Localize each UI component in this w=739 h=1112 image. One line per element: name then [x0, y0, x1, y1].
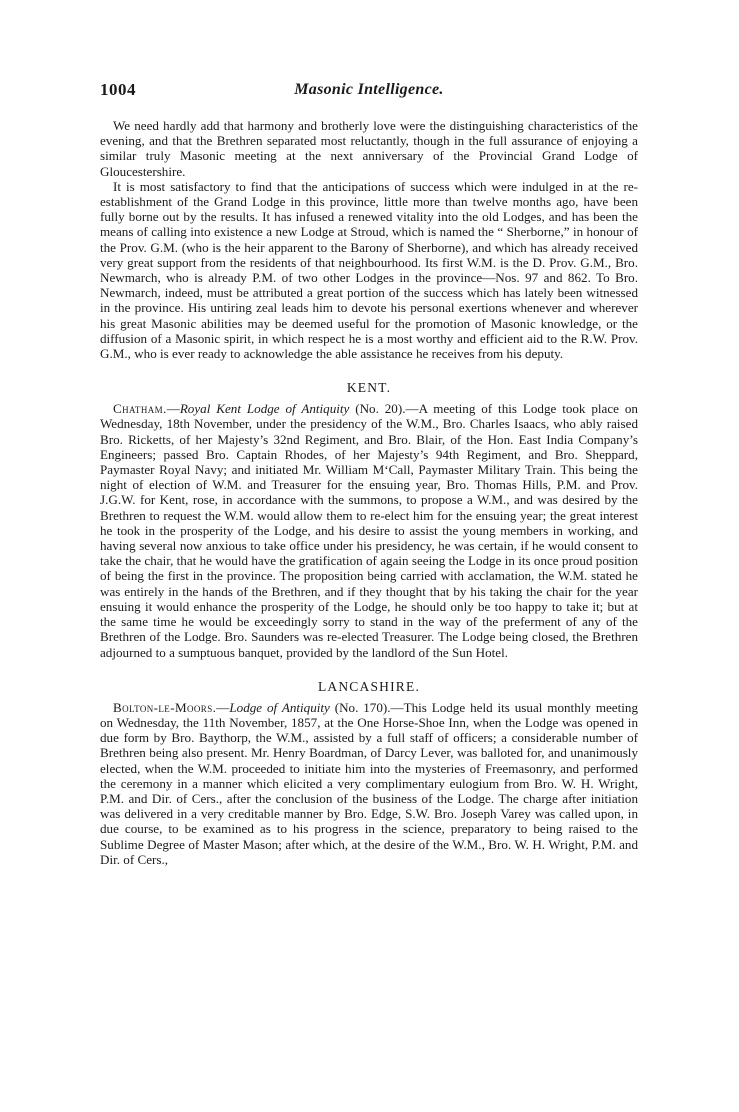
intro-paragraph-2: It is most satisfactory to find that the anticipations of success which were indulged in at the re-establishment of the Grand Lodge in this province, little more than twelve months ago, have been fully borne out by the results. It has infused a renewed vitality into the old Lodges, and has been the means of calling into existence a new Lodge at Stroud, which is named the “ Sherborne,” in honour of the Prov. G.M. (who is the heir apparent to the Barony of Sherborne), and which has already received very great support from the residents of that neighbourhood. Its first W.M. is the D. Prov. G.M., Bro. Newmarch, who is already P.M. of two other Lodges in the province—Nos. 97 and 862. To Bro. Newmarch, indeed, must be attributed a great portion of the success which has lately been witnessed in the province. His untiring zeal leads him to devote his personal exertions whenever and wherever his great Masonic abilities may be deemed useful for the promotion of Masonic knowledge, or the diffusion of a Masonic spirit, in which respect he is a most worthy and efficient aid to the R.W. Prov. G.M., who is ever ready to acknowledge the able assistance he receives from his deputy.: [100, 178, 638, 362]
running-header: [100, 80, 638, 102]
section-heading-kent: KENT.: [346, 380, 392, 396]
kent-report-body: (No. 20).—A meeting of this Lodge took place on Wednesday, 18th November, under the presidency of the W.M., Bro. Charles Isaacs, who ably raised Bro. Ricketts, of her Majesty’s 32nd Regiment, and Bro. Blair, of the Hon. East India Company’s Engineers; passed Bro. Captain Rhodes, of her Majesty’s 94th Regiment, and Bro. Sheppard, Paymaster Royal Navy; and initiated Mr. William M‘Call, Paymaster Military Train. This being the night of election of W.M. and Treasurer for the ensuing year, Bro. Thomas Hills, P.M. and Prov. J.G.W. for Kent, rose, in accordance with the summons, to propose a W.M., and was desired by the Brethren to request the W.M. would allow them to re-elect him for the ensuing year; the great interest he took in the prosperity of the Lodge, and his desire to assist the young members in working, and having several now anxious to take office under his presidency, he was certain, if he would consent to take the chair, that he would have the gratification of again seeing the Lodge in its once proud position of being the first in the province. The proposition being carried with acclamation, the W.M. stated he was entirely in the hands of the Brethren, and if they thought that by his taking the chair for the year ensuing it would enhance the prosperity of the Lodge, he should only be too happy to take it; but at the same time he would be exceedingly sorry to stand in the way of the preferment of any of the Brethren of the Lodge. Bro. Saunders was re-elected Treasurer. The Lodge being closed, the Brethren adjourned to a sumptuous banquet, provided by the landlord of the Sun Hotel.: [100, 401, 638, 660]
section-heading-lancashire: LANCASHIRE.: [317, 678, 421, 694]
running-title: Masonic Intelligence.: [294, 81, 444, 98]
lancashire-place-name: Bolton-le-Moors.: [113, 699, 217, 715]
kent-lodge-name: Royal Kent Lodge of Antiquity: [179, 401, 350, 417]
kent-place-name: Chatham.: [113, 401, 167, 417]
intro-paragraph-1: We need hardly add that harmony and brotherly love were the distinguishing characteristics of the evening, and that the Brethren separated most reluctantly, though in the full assurance of enjoying a similar truly Masonic meeting at the next anniversary of the Provincial Grand Lodge of Gloucestershire.: [100, 118, 638, 179]
book-page: [100, 80, 638, 867]
page-number: 1004: [100, 80, 136, 99]
lancashire-report-paragraph: [100, 700, 638, 867]
kent-report-paragraph: [100, 401, 638, 659]
lancashire-lodge-name: Lodge of Antiquity: [229, 699, 330, 715]
lancashire-report-body: (No. 170).—This Lodge held its usual monthly meeting on Wednesday, the 11th November, 1857, at the One Horse-Shoe Inn, when the Lodge was opened in due form by Bro. Baythorp, the W.M., assisted by a full staff of officers; a considerable number of Brethren being also present. Mr. Henry Boardman, of Darcy Lever, was balloted for, and unanimously elected, when the W.M. proceeded to initiate him into the mysteries of Freemasonry, and performed the ceremony in a manner which elicited a very complimentary eulogium from Bro. W. H. Wright, P.M. and Dir. of Cers., after the conclusion of the business of the Lodge. The charge after initiation was delivered in a very creditable manner by Bro. Edge, S.W. Bro. Joseph Varey was called upon, in due course, to be examined as to his progress in the science, preparatory to being raised to the Sublime Degree of Master Mason; after which, at the desire of the W.M., Bro. W. H. Wright, P.M. and Dir. of Cers.,: [100, 699, 638, 867]
lancashire-dash: —: [216, 699, 230, 715]
kent-dash: —: [166, 401, 180, 417]
